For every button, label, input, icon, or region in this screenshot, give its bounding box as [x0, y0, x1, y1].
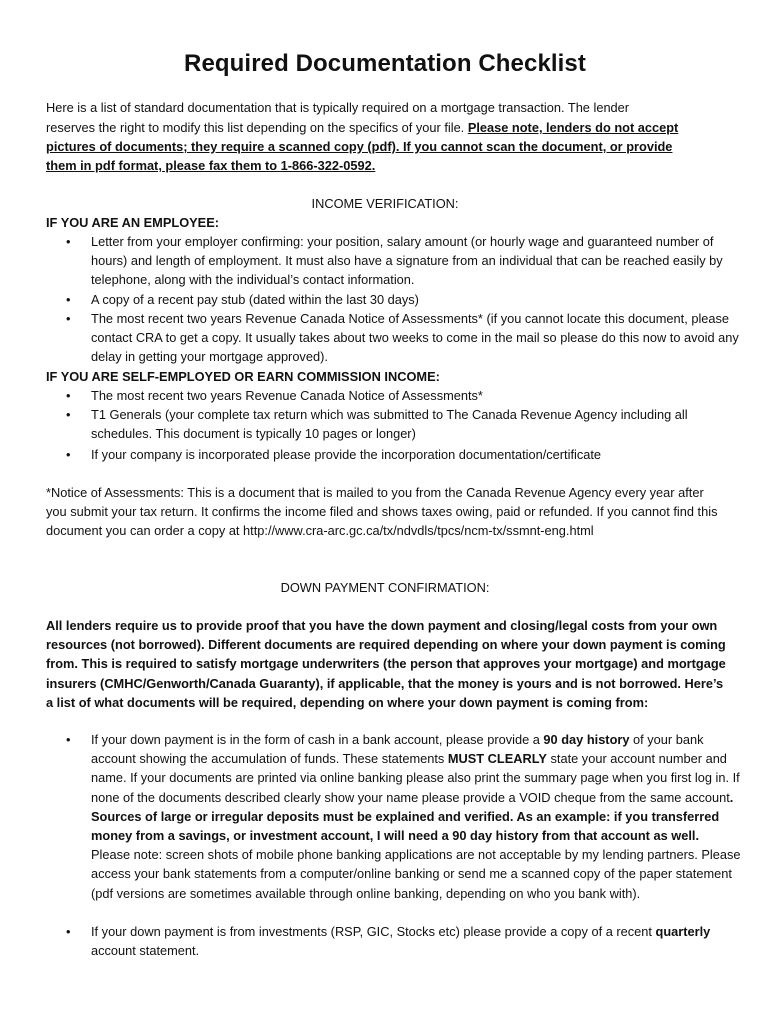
dp2-text-b: account statement.: [91, 943, 200, 959]
dp2-text-a: If your down payment is from investments (RSP, GIC, Stocks etc) please provide a copy of a recent: [91, 924, 656, 939]
bullet-icon: •: [66, 407, 71, 422]
down-payment-item-1: [91, 730, 741, 903]
assessment-note: *Notice of Assessments: This is a document that is mailed to you from the Canada Revenue Agency every year after you submit your tax return. It confirms the income filed and shows taxes owing, paid or refunded. If you cannot find this document you can order a copy at http://www.cra-arc.gc.ca/tx/ndvdls/tpcs/ncm-tx/ssmnt-eng.html: [46, 485, 718, 539]
intro-line-4: them in pdf format, please fax them to 1-866-322-0592.: [46, 158, 376, 173]
down-payment-heading: DOWN PAYMENT CONFIRMATION:: [280, 580, 490, 595]
bullet-icon: •: [66, 924, 71, 939]
employee-item-1: Letter from your employer confirming: your position, salary amount (or hourly wage and guaranteed number of hours) and length of employment. It must also have a signature from an individual that can be reached easily by telephone, along with the individual’s contact information.: [91, 234, 723, 288]
intro-line-1: Here is a list of standard documentation that is typically required on a mortgage transaction. The lender: [46, 100, 630, 115]
employee-heading: IF YOU ARE AN EMPLOYEE:: [46, 215, 220, 230]
intro-line-2: [46, 118, 736, 137]
employee-item-3: The most recent two years Revenue Canada Notice of Assessments* (if you cannot locate this document, please contact CRA to get a copy. It usually takes about two weeks to come in the mail so please do this now to avoid any delay in getting your mortgage approved).: [91, 311, 739, 365]
bullet-icon: •: [66, 447, 71, 462]
self-item-2: T1 Generals (your complete tax return which was submitted to The Canada Revenue Agency including all schedules. This document is typically 10 pages or longer): [91, 407, 688, 442]
dp2-bold: quarterly: [655, 924, 711, 939]
bullet-icon: •: [66, 732, 71, 747]
self-item-1: The most recent two years Revenue Canada Notice of Assessments*: [91, 388, 483, 403]
self-item-3: If your company is incorporated please provide the incorporation documentation/certificate: [91, 447, 602, 462]
dp1-text-c: state your account number and name. If your documents are printed via online banking please also print the summary page when you first log in. If none of the documents described clearly show your name please provide a VOID cheque from the same account: [91, 751, 740, 805]
bullet-icon: •: [66, 234, 71, 249]
self-employed-heading: IF YOU ARE SELF-EMPLOYED OR EARN COMMISSION INCOME:: [46, 369, 440, 384]
page-title: Required Documentation Checklist: [184, 50, 586, 77]
dp1-bold-c: . Sources of large or irregular deposits must be explained and verified. As an example: if you transferred money from a savings, or investment account, I will need a 90 day history from that account as well.: [91, 789, 734, 844]
intro-line-3: pictures of documents; they require a scanned copy (pdf). If you cannot scan the document, or provide: [46, 139, 673, 154]
down-payment-intro: All lenders require us to provide proof that you have the down payment and closing/legal costs from your own resources (not borrowed). Different documents are required depending on where your down payment is coming from. This is required to satisfy mortgage underwriters (the person that approves your mortgage) and mortgage insurers (CMHC/Genworth/Canada Guaranty), if applicable, that the money is yours and is not borrowed. Here’s a list of what documents will be required, depending on where your down payment is coming from:: [46, 618, 726, 710]
dp1-text-a: If your down payment is in the form of cash in a bank account, please provide a: [91, 732, 544, 747]
dp1-text-d: Please note: screen shots of mobile phone banking applications are not acceptable by my lending partners. Please access your bank statements from a computer/online banking or send me a scanned copy of the paper statement (pdf versions are sometimes available through online banking, depending on who you bank with).: [91, 847, 741, 901]
dp1-bold-a: 90 day history: [543, 732, 630, 747]
bullet-icon: •: [66, 311, 71, 326]
bullet-icon: •: [66, 292, 71, 307]
down-payment-item-2: [91, 922, 741, 960]
income-heading: INCOME VERIFICATION:: [311, 196, 459, 211]
intro-line-2-text: reserves the right to modify this list depending on the specifics of your file.: [46, 120, 468, 135]
dp1-text-b: of your bank account showing the accumulation of funds. These statements: [91, 732, 704, 767]
employee-item-2: A copy of a recent pay stub (dated within the last 30 days): [91, 292, 419, 307]
bullet-icon: •: [66, 388, 71, 403]
dp1-bold-b: MUST CLEARLY: [447, 751, 547, 767]
intro-fax-notice: Please note, lenders do not accept: [467, 120, 679, 135]
